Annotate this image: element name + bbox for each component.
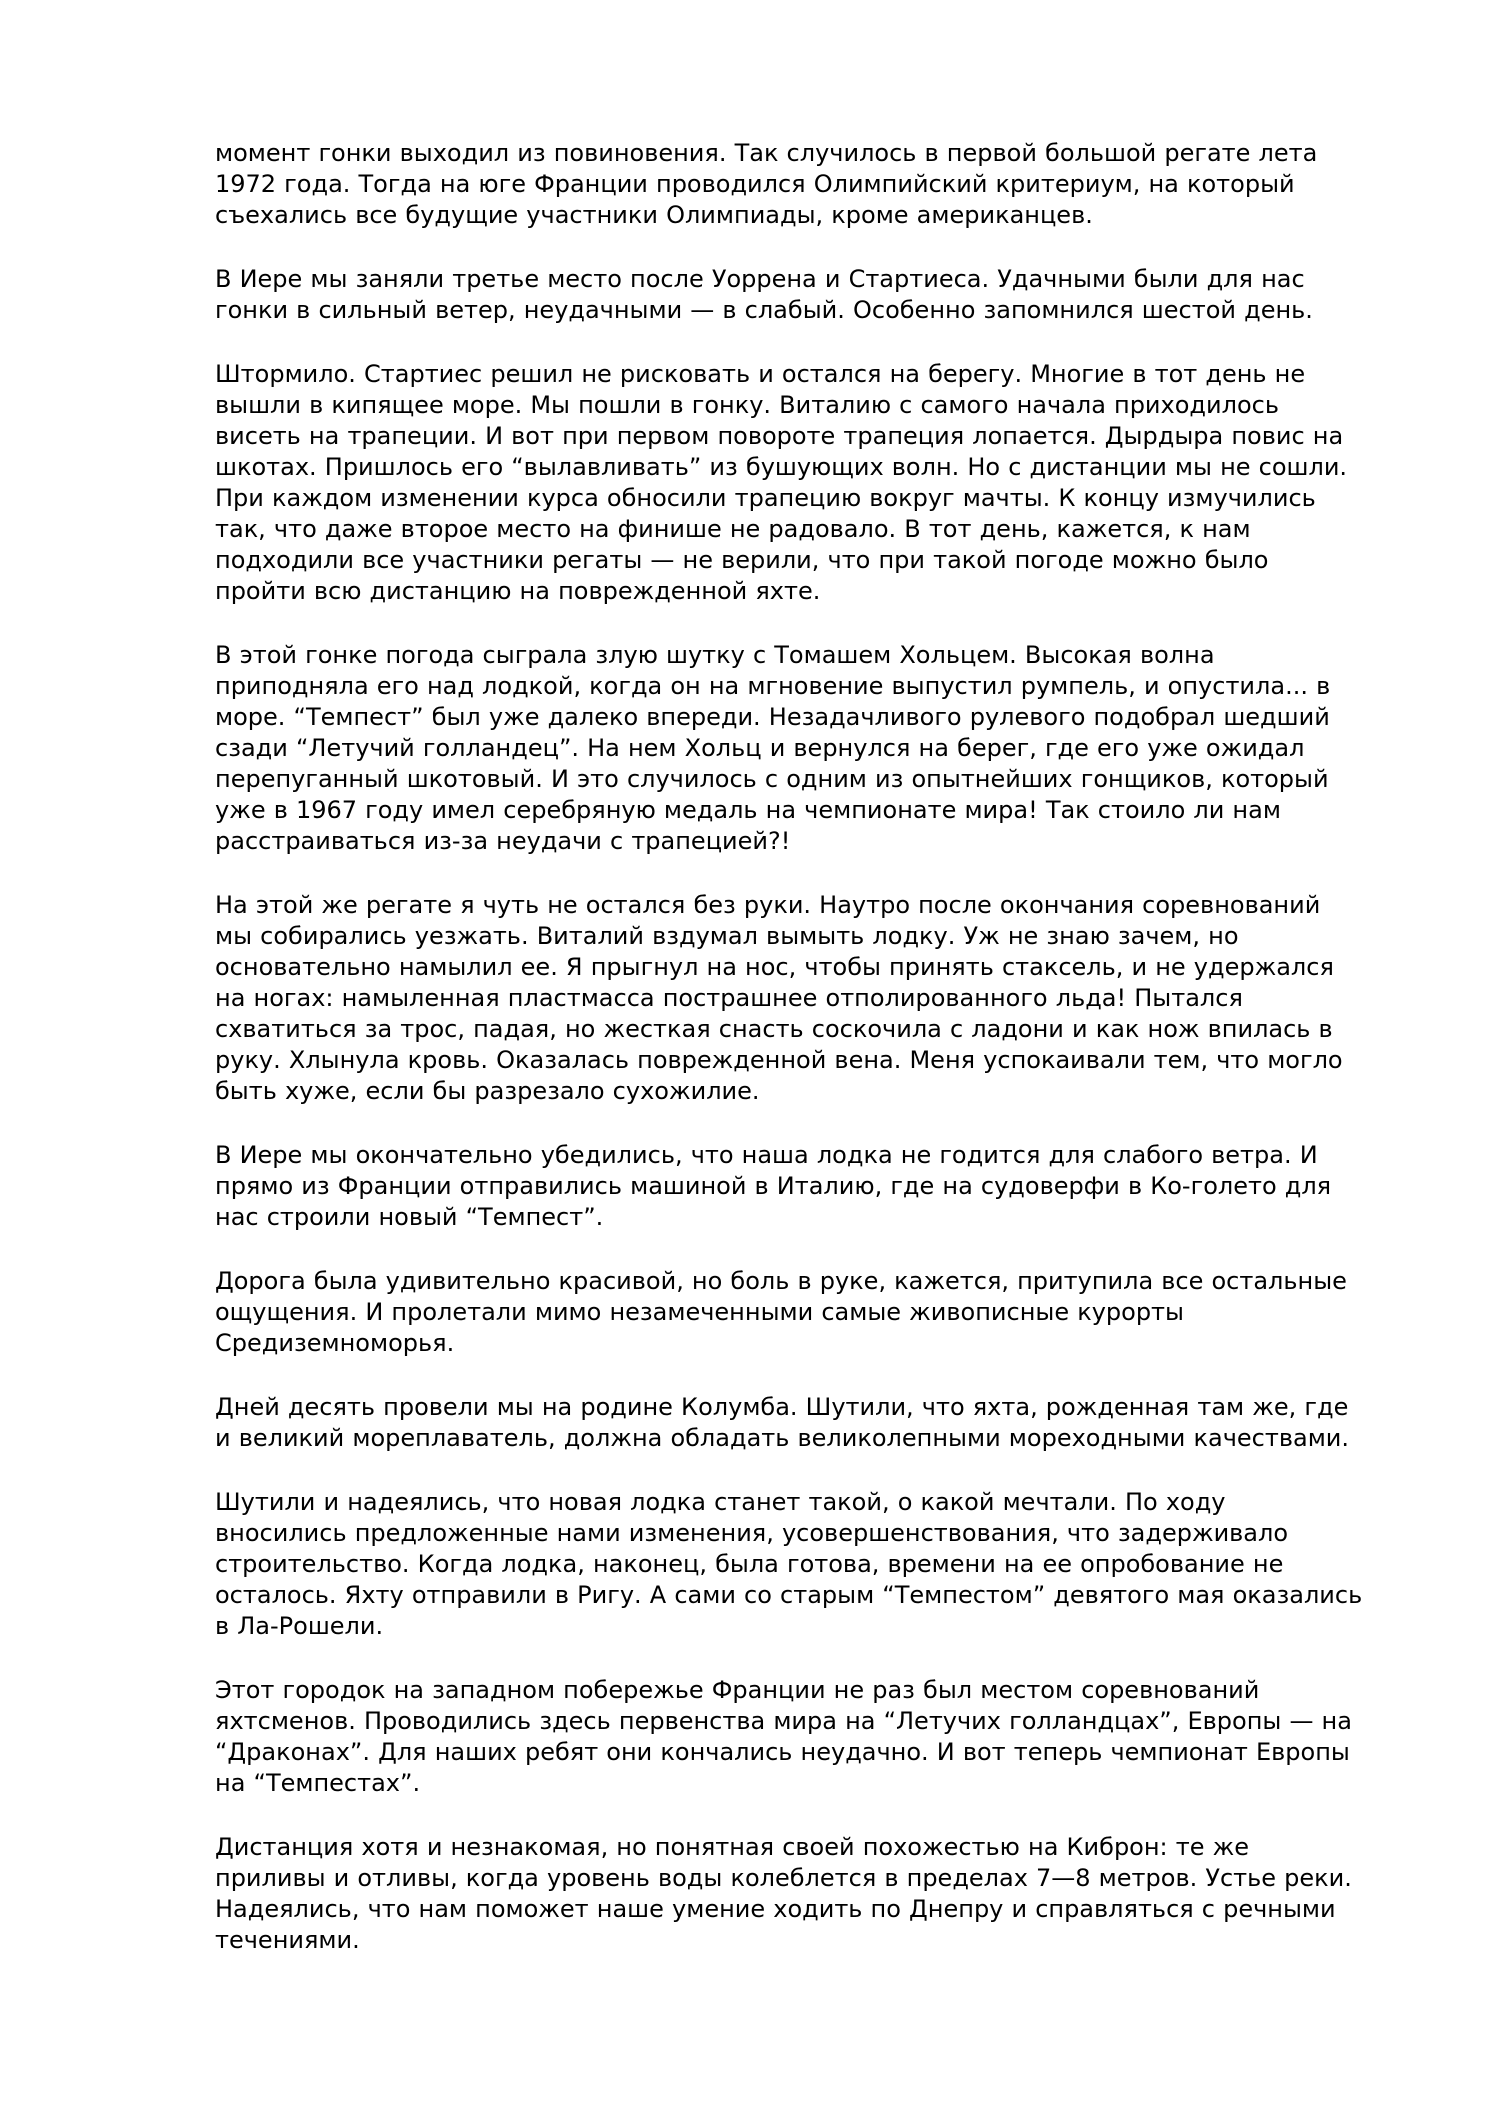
paragraph: Шутили и надеялись, что новая лодка станет такой, о какой мечтали. По ходу вносились предложенные нами изменения, усовершенствования, что задерживало строительство. Когда лодка, наконец, была готова, времени на ее опробование не осталось. Яхту отправили в Ригу. А сами со старым “Темпестом” девятого мая оказались в Ла-Рошели. <box>215 1488 1363 1640</box>
paragraph: В Иере мы окончательно убедились, что наша лодка не годится для слабого ветра. И прямо из Франции отправились машиной в Италию, где на судоверфи в Ко-голето для нас строили новый “Темпест”. <box>215 1141 1332 1231</box>
paragraph: На этой же регате я чуть не остался без руки. Наутро после окончания соревнований мы собирались уезжать. Виталий вздумал вымыть лодку. Уж не знаю зачем, но основательно намылил ее. Я прыгнул на нос, чтобы принять стаксель, и не удержался на ногах: намыленная пластмасса пострашнее отполированного льда! Пытался схватиться за трос, падая, но жесткая снасть соскочила с ладони и как нож впилась в руку. Хлынула кровь. Оказалась поврежденной вена. Меня успокаивали тем, что могло быть хуже, если бы разрезало сухожилие. <box>215 891 1343 1105</box>
paragraph: В Иере мы заняли третье место после Уоррена и Стартиеса. Удачными были для нас гонки в сильный ветер, неудачными — в слабый. Особенно запомнился шестой день. <box>215 265 1313 324</box>
paragraph: Дистанция хотя и незнакомая, но понятная своей похожестью на Киброн: те же приливы и отливы, когда уровень воды колеблется в пределах 7—8 метров. Устье реки. Надеялись, что нам поможет наше умение ходить по Днепру и справляться с речными течениями. <box>215 1833 1352 1954</box>
text-block <box>215 138 1365 1956</box>
paragraph: Этот городок на западном побережье Франции не раз был местом соревнований яхтсменов. Проводились здесь первенства мира на “Летучих голландцах”, Европы — на “Драконах”. Для наших ребят они кончались неудачно. И вот теперь чемпионат Европы на “Темпестах”. <box>215 1676 1352 1797</box>
paragraph: Штормило. Стартиес решил не рисковать и остался на берегу. Многие в тот день не вышли в кипящее море. Мы пошли в гонку. Виталию с самого начала приходилось висеть на трапеции. И вот при первом повороте трапеция лопается. Дырдыра повис на шкотах. Пришлось его “вылавливать” из бушующих волн. Но с дистанции мы не сошли. При каждом изменении курса обносили трапецию вокруг мачты. К концу измучились так, что даже второе место на финише не радовало. В тот день, кажется, к нам подходили все участники регаты — не верили, что при такой погоде можно было пройти всю дистанцию на поврежденной яхте. <box>215 360 1348 605</box>
paragraph: момент гонки выходил из повиновения. Так случилось в первой большой регате лета 1972 года. Тогда на юге Франции проводился Олимпийский критериум, на который съехались все будущие участники Олимпиады, кроме американцев. <box>215 139 1318 229</box>
paragraph: Дней десять провели мы на родине Колумба. Шутили, что яхта, рожденная там же, где и великий мореплаватель, должна обладать великолепными мореходными качествами. <box>215 1393 1350 1452</box>
paragraph: В этой гонке погода сыграла злую шутку с Томашем Хольцем. Высокая волна приподняла его над лодкой, когда он на мгновение выпустил румпель, и опустила... в море. “Темпест” был уже далеко впереди. Незадачливого рулевого подобрал шедший сзади “Летучий голландец”. На нем Хольц и вернулся на берег, где его уже ожидал перепуганный шкотовый. И это случилось с одним из опытнейших гонщиков, который уже в 1967 году имел серебряную медаль на чемпионате мира! Так стоило ли нам расстраиваться из-за неудачи с трапецией?! <box>215 641 1331 855</box>
paragraph: Дорога была удивительно красивой, но боль в руке, кажется, притупила все остальные ощущения. И пролетали мимо незамеченными самые живописные курорты Средиземноморья. <box>215 1267 1347 1357</box>
